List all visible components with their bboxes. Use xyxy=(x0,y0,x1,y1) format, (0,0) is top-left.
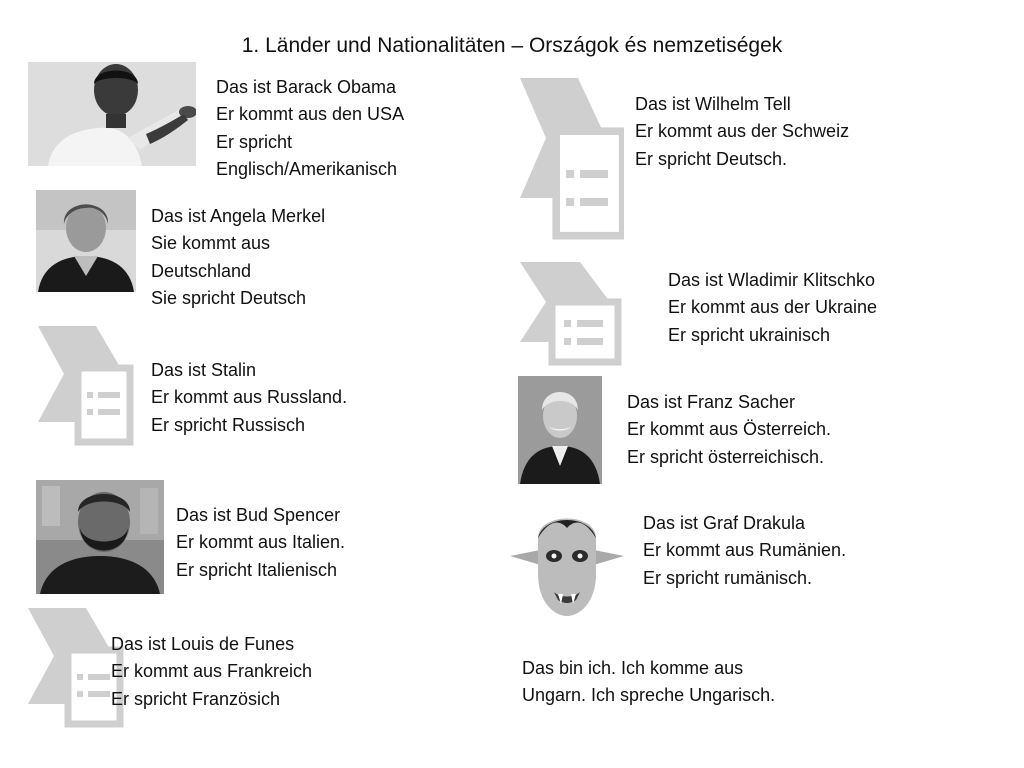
entry-line: Er kommt aus der Schweiz xyxy=(635,121,850,142)
entry-line: Er kommt aus Italien. xyxy=(176,532,346,553)
entry-line: Er kommt aus Russland. xyxy=(151,387,348,408)
entry-line: Das ist Angela Merkel xyxy=(151,206,326,226)
entry-line: Er spricht Italienisch xyxy=(176,559,338,580)
entry-de-funes xyxy=(111,631,312,713)
drakula-photo xyxy=(504,504,630,618)
entry-line: Sie spricht Deutsch xyxy=(151,288,307,309)
entry-line: Das ist Franz Sacher xyxy=(627,392,796,412)
entry-tell xyxy=(635,91,849,173)
entry-line: Ungarn. Ich spreche Ungarisch. xyxy=(522,685,776,706)
entry-line: Er kommt aus den USA xyxy=(216,104,405,125)
entry-line: Er spricht österreichisch. xyxy=(627,446,825,467)
image-placeholder-icon xyxy=(520,262,624,366)
entry-line: Er spricht Französich xyxy=(111,688,281,709)
image-placeholder-icon xyxy=(520,78,624,248)
entry-line: Das ist Barack Obama xyxy=(216,77,397,97)
entry-drakula xyxy=(643,510,846,592)
entry-line: Deutschland xyxy=(151,260,252,281)
entry-line: Er kommt aus Österreich. xyxy=(627,419,832,440)
page-title: 1. Länder und Nationalitäten – Országok és nemzetiségek xyxy=(241,34,783,57)
entry-line: Das ist Stalin xyxy=(151,360,257,380)
entry-line: Er kommt aus Rumänien. xyxy=(643,540,847,561)
entry-line: Er spricht Deutsch. xyxy=(635,148,788,169)
merkel-photo xyxy=(36,190,136,292)
entry-line: Er spricht rumänisch. xyxy=(643,567,813,588)
entry-ich xyxy=(522,655,775,710)
entry-line: Das ist Wladimir Klitschko xyxy=(668,270,876,290)
entry-line: Sie kommt aus xyxy=(151,233,271,254)
entry-spencer xyxy=(176,502,345,584)
entry-merkel xyxy=(151,203,325,313)
entry-line: Das ist Graf Drakula xyxy=(643,513,806,533)
obama-photo xyxy=(28,62,196,166)
entry-line: Er kommt aus der Ukraine xyxy=(668,297,878,318)
entry-line: Das ist Bud Spencer xyxy=(176,505,341,525)
entry-obama xyxy=(216,74,404,184)
image-placeholder-icon xyxy=(38,326,142,448)
entry-line: Er spricht Russisch xyxy=(151,414,306,435)
entry-line: Er kommt aus Frankreich xyxy=(111,661,313,682)
entry-line: Das ist Louis de Funes xyxy=(111,634,295,654)
entry-stalin xyxy=(151,357,347,439)
spencer-photo xyxy=(36,480,164,594)
entry-klitschko xyxy=(668,267,877,349)
entry-line: Englisch/Amerikanisch xyxy=(216,159,398,180)
entry-line: Er spricht xyxy=(216,131,293,152)
entry-line: Er spricht ukrainisch xyxy=(668,324,831,345)
entry-sacher xyxy=(627,389,831,471)
entry-line: Das ist Wilhelm Tell xyxy=(635,94,791,114)
sacher-photo xyxy=(518,376,602,484)
entry-line: Das bin ich. Ich komme aus xyxy=(522,658,744,678)
